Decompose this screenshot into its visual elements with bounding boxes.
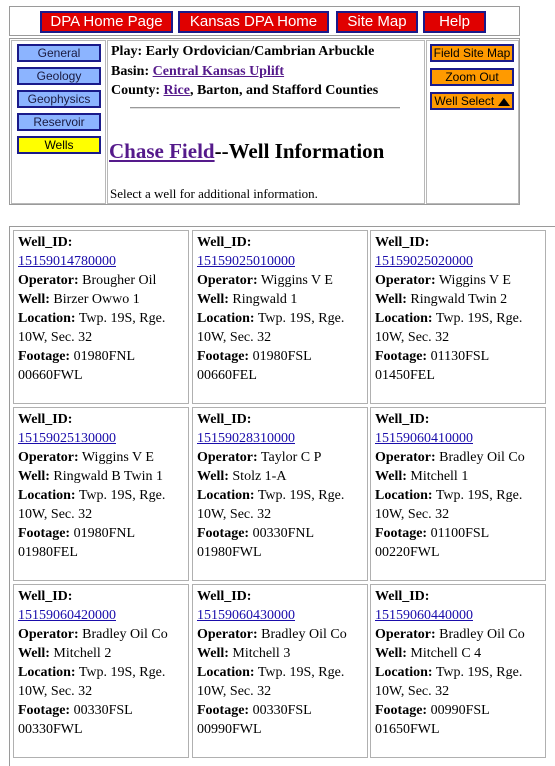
well-name-value: Mitchell 2: [53, 646, 112, 661]
operator-label: Operator:: [375, 627, 436, 642]
location-value-line1: Twp. 19S, Rge.: [78, 311, 166, 326]
location-value-line1: Twp. 19S, Rge.: [435, 311, 523, 326]
location-label: Location:: [375, 311, 433, 326]
footage-value-line2: 00660FEL: [197, 368, 257, 383]
location-label: Location:: [18, 488, 76, 503]
operator-label: Operator:: [375, 273, 436, 288]
footage-value-line2: 00990FWL: [197, 722, 262, 737]
operator-value: Wiggins V E: [260, 273, 333, 288]
sidebar-item-reservoir[interactable]: Reservoir: [17, 113, 101, 131]
operator-value: Taylor C P: [260, 450, 322, 465]
footage-label: Footage:: [375, 349, 428, 364]
well-name-value: Mitchell C 4: [410, 646, 482, 661]
location-value-line2: 10W, Sec. 32: [375, 330, 450, 345]
well-cell: [192, 407, 368, 581]
footage-value-line1: 01980FNL: [73, 526, 136, 541]
location-value-line2: 10W, Sec. 32: [18, 507, 93, 522]
play-label: Play:: [111, 44, 143, 59]
footage-label: Footage:: [18, 349, 71, 364]
well-name-value: Ringwald Twin 2: [410, 292, 508, 307]
well-cell: [192, 230, 368, 404]
sidebar: [11, 40, 106, 204]
wells-table: [9, 226, 555, 766]
well-cell: [13, 230, 189, 404]
field-header: [9, 38, 520, 205]
dpa-home-page-button[interactable]: DPA Home Page: [40, 11, 173, 33]
play-line: [111, 44, 374, 60]
operator-value: Brougher Oil: [82, 273, 157, 288]
footage-value-line2: 00330FWL: [18, 722, 83, 737]
well-id-link[interactable]: 15159025010000: [197, 254, 295, 269]
well-select-label: Well Select: [434, 94, 495, 108]
footage-label: Footage:: [375, 703, 428, 718]
well-id-label: Well_ID:: [18, 589, 73, 604]
county-rest: , Barton, and Stafford Counties: [189, 83, 379, 98]
sidebar-item-geophysics[interactable]: Geophysics: [17, 90, 101, 108]
well-id-link[interactable]: 15159060440000: [375, 608, 473, 623]
zoom-out-button[interactable]: Zoom Out: [430, 68, 514, 86]
footage-value-line2: 01450FEL: [375, 368, 435, 383]
well-label: Well:: [197, 646, 229, 661]
well-cell: [192, 584, 368, 758]
footage-label: Footage:: [197, 349, 250, 364]
county-link-rice[interactable]: Rice: [163, 83, 190, 98]
location-value-line1: Twp. 19S, Rge.: [257, 311, 345, 326]
footage-value-line2: 00220FWL: [375, 545, 440, 560]
location-label: Location:: [18, 665, 76, 680]
well-label: Well:: [18, 646, 50, 661]
location-label: Location:: [375, 665, 433, 680]
well-label: Well:: [197, 292, 229, 307]
footage-value-line2: 01980FWL: [197, 545, 262, 560]
sidebar-item-general[interactable]: General: [17, 44, 101, 62]
well-label: Well:: [375, 292, 407, 307]
footage-value-line1: 00330FSL: [73, 703, 133, 718]
sidebar-item-wells[interactable]: Wells: [17, 136, 101, 154]
operator-value: Bradley Oil Co: [439, 450, 525, 465]
top-navigation: [9, 6, 520, 36]
location-label: Location:: [197, 665, 255, 680]
well-id-label: Well_ID:: [375, 589, 430, 604]
operator-value: Bradley Oil Co: [261, 627, 347, 642]
well-cell: [13, 584, 189, 758]
footage-value-line1: 00330FNL: [252, 526, 315, 541]
footage-value-line1: 01130FSL: [430, 349, 490, 364]
field-info: [107, 40, 425, 204]
well-cell: [370, 584, 546, 758]
operator-label: Operator:: [18, 273, 79, 288]
triangle-up-icon: [498, 95, 510, 109]
footage-value-line1: 01980FSL: [252, 349, 312, 364]
footage-label: Footage:: [18, 703, 71, 718]
footage-value-line2: 01650FWL: [375, 722, 440, 737]
footage-label: Footage:: [375, 526, 428, 541]
play-value: Early Ordovician/Cambrian Arbuckle: [145, 44, 375, 59]
well-id-label: Well_ID:: [197, 589, 252, 604]
well-id-label: Well_ID:: [375, 235, 430, 250]
location-value-line2: 10W, Sec. 32: [375, 684, 450, 699]
well-id-label: Well_ID:: [18, 412, 73, 427]
operator-value: Wiggins V E: [438, 273, 511, 288]
well-id-link[interactable]: 15159060420000: [18, 608, 116, 623]
well-id-link[interactable]: 15159025130000: [18, 431, 116, 446]
page-title: [109, 139, 384, 164]
county-line: [111, 83, 378, 99]
well-select-button[interactable]: [430, 92, 514, 110]
operator-value: Wiggins V E: [81, 450, 154, 465]
location-label: Location:: [18, 311, 76, 326]
operator-value: Bradley Oil Co: [439, 627, 525, 642]
well-cell: [370, 230, 546, 404]
footage-value-line2: 01980FEL: [18, 545, 78, 560]
basin-link[interactable]: Central Kansas Uplift: [152, 64, 285, 79]
well-id-label: Well_ID:: [375, 412, 430, 427]
location-value-line1: Twp. 19S, Rge.: [78, 665, 166, 680]
operator-value: Bradley Oil Co: [82, 627, 168, 642]
select-well-message: Select a well for additional information.: [110, 186, 318, 201]
location-value-line1: Twp. 19S, Rge.: [435, 488, 523, 503]
well-name-value: Ringwald B Twin 1: [53, 469, 163, 484]
footage-value-line1: 00990FSL: [430, 703, 490, 718]
location-value-line1: Twp. 19S, Rge.: [257, 488, 345, 503]
well-label: Well:: [18, 292, 50, 307]
footage-value-line1: 00330FSL: [252, 703, 312, 718]
basin-line: [111, 64, 284, 80]
operator-label: Operator:: [197, 450, 258, 465]
divider: [130, 107, 400, 109]
well-label: Well:: [375, 469, 407, 484]
well-id-label: Well_ID:: [18, 235, 73, 250]
kansas-dpa-home-button[interactable]: Kansas DPA Home: [178, 11, 329, 33]
footage-value-line2: 00660FWL: [18, 368, 83, 383]
well-name-value: Stolz 1-A: [232, 469, 287, 484]
operator-label: Operator:: [375, 450, 436, 465]
well-label: Well:: [197, 469, 229, 484]
location-value-line1: Twp. 19S, Rge.: [257, 665, 345, 680]
operator-label: Operator:: [18, 450, 79, 465]
well-id-link[interactable]: 15159060410000: [375, 431, 473, 446]
location-value-line1: Twp. 19S, Rge.: [78, 488, 166, 503]
tool-panel: [426, 40, 519, 204]
well-name-value: Ringwald 1: [232, 292, 298, 307]
location-value-line1: Twp. 19S, Rge.: [435, 665, 523, 680]
location-value-line2: 10W, Sec. 32: [197, 330, 272, 345]
location-label: Location:: [197, 311, 255, 326]
footage-label: Footage:: [197, 526, 250, 541]
well-cell: [370, 407, 546, 581]
location-value-line2: 10W, Sec. 32: [18, 330, 93, 345]
footage-value-line1: 01100FSL: [430, 526, 490, 541]
well-cell: [13, 407, 189, 581]
title-rest: --Well Information: [214, 139, 385, 163]
basin-label: Basin:: [111, 64, 150, 79]
location-label: Location:: [197, 488, 255, 503]
operator-label: Operator:: [197, 627, 258, 642]
well-label: Well:: [375, 646, 407, 661]
location-value-line2: 10W, Sec. 32: [197, 507, 272, 522]
location-label: Location:: [375, 488, 433, 503]
well-id-link[interactable]: 15159028310000: [197, 431, 295, 446]
footage-label: Footage:: [18, 526, 71, 541]
well-name-value: Mitchell 3: [232, 646, 291, 661]
well-id-link[interactable]: 15159060430000: [197, 608, 295, 623]
field-site-map-button[interactable]: Field Site Map: [430, 44, 514, 62]
location-value-line2: 10W, Sec. 32: [197, 684, 272, 699]
field-name-link[interactable]: Chase Field: [109, 139, 215, 163]
well-name-value: Birzer Owwo 1: [53, 292, 140, 307]
county-label: County:: [111, 83, 161, 98]
help-button[interactable]: Help: [423, 11, 486, 33]
footage-label: Footage:: [197, 703, 250, 718]
well-name-value: Mitchell 1: [410, 469, 469, 484]
sidebar-item-geology[interactable]: Geology: [17, 67, 101, 85]
well-id-link[interactable]: 15159014780000: [18, 254, 116, 269]
well-id-label: Well_ID:: [197, 235, 252, 250]
well-id-link[interactable]: 15159025020000: [375, 254, 473, 269]
operator-label: Operator:: [197, 273, 258, 288]
well-id-label: Well_ID:: [197, 412, 252, 427]
footage-value-line1: 01980FNL: [73, 349, 136, 364]
well-label: Well:: [18, 469, 50, 484]
site-map-button[interactable]: Site Map: [336, 11, 418, 33]
location-value-line2: 10W, Sec. 32: [18, 684, 93, 699]
operator-label: Operator:: [18, 627, 79, 642]
location-value-line2: 10W, Sec. 32: [375, 507, 450, 522]
